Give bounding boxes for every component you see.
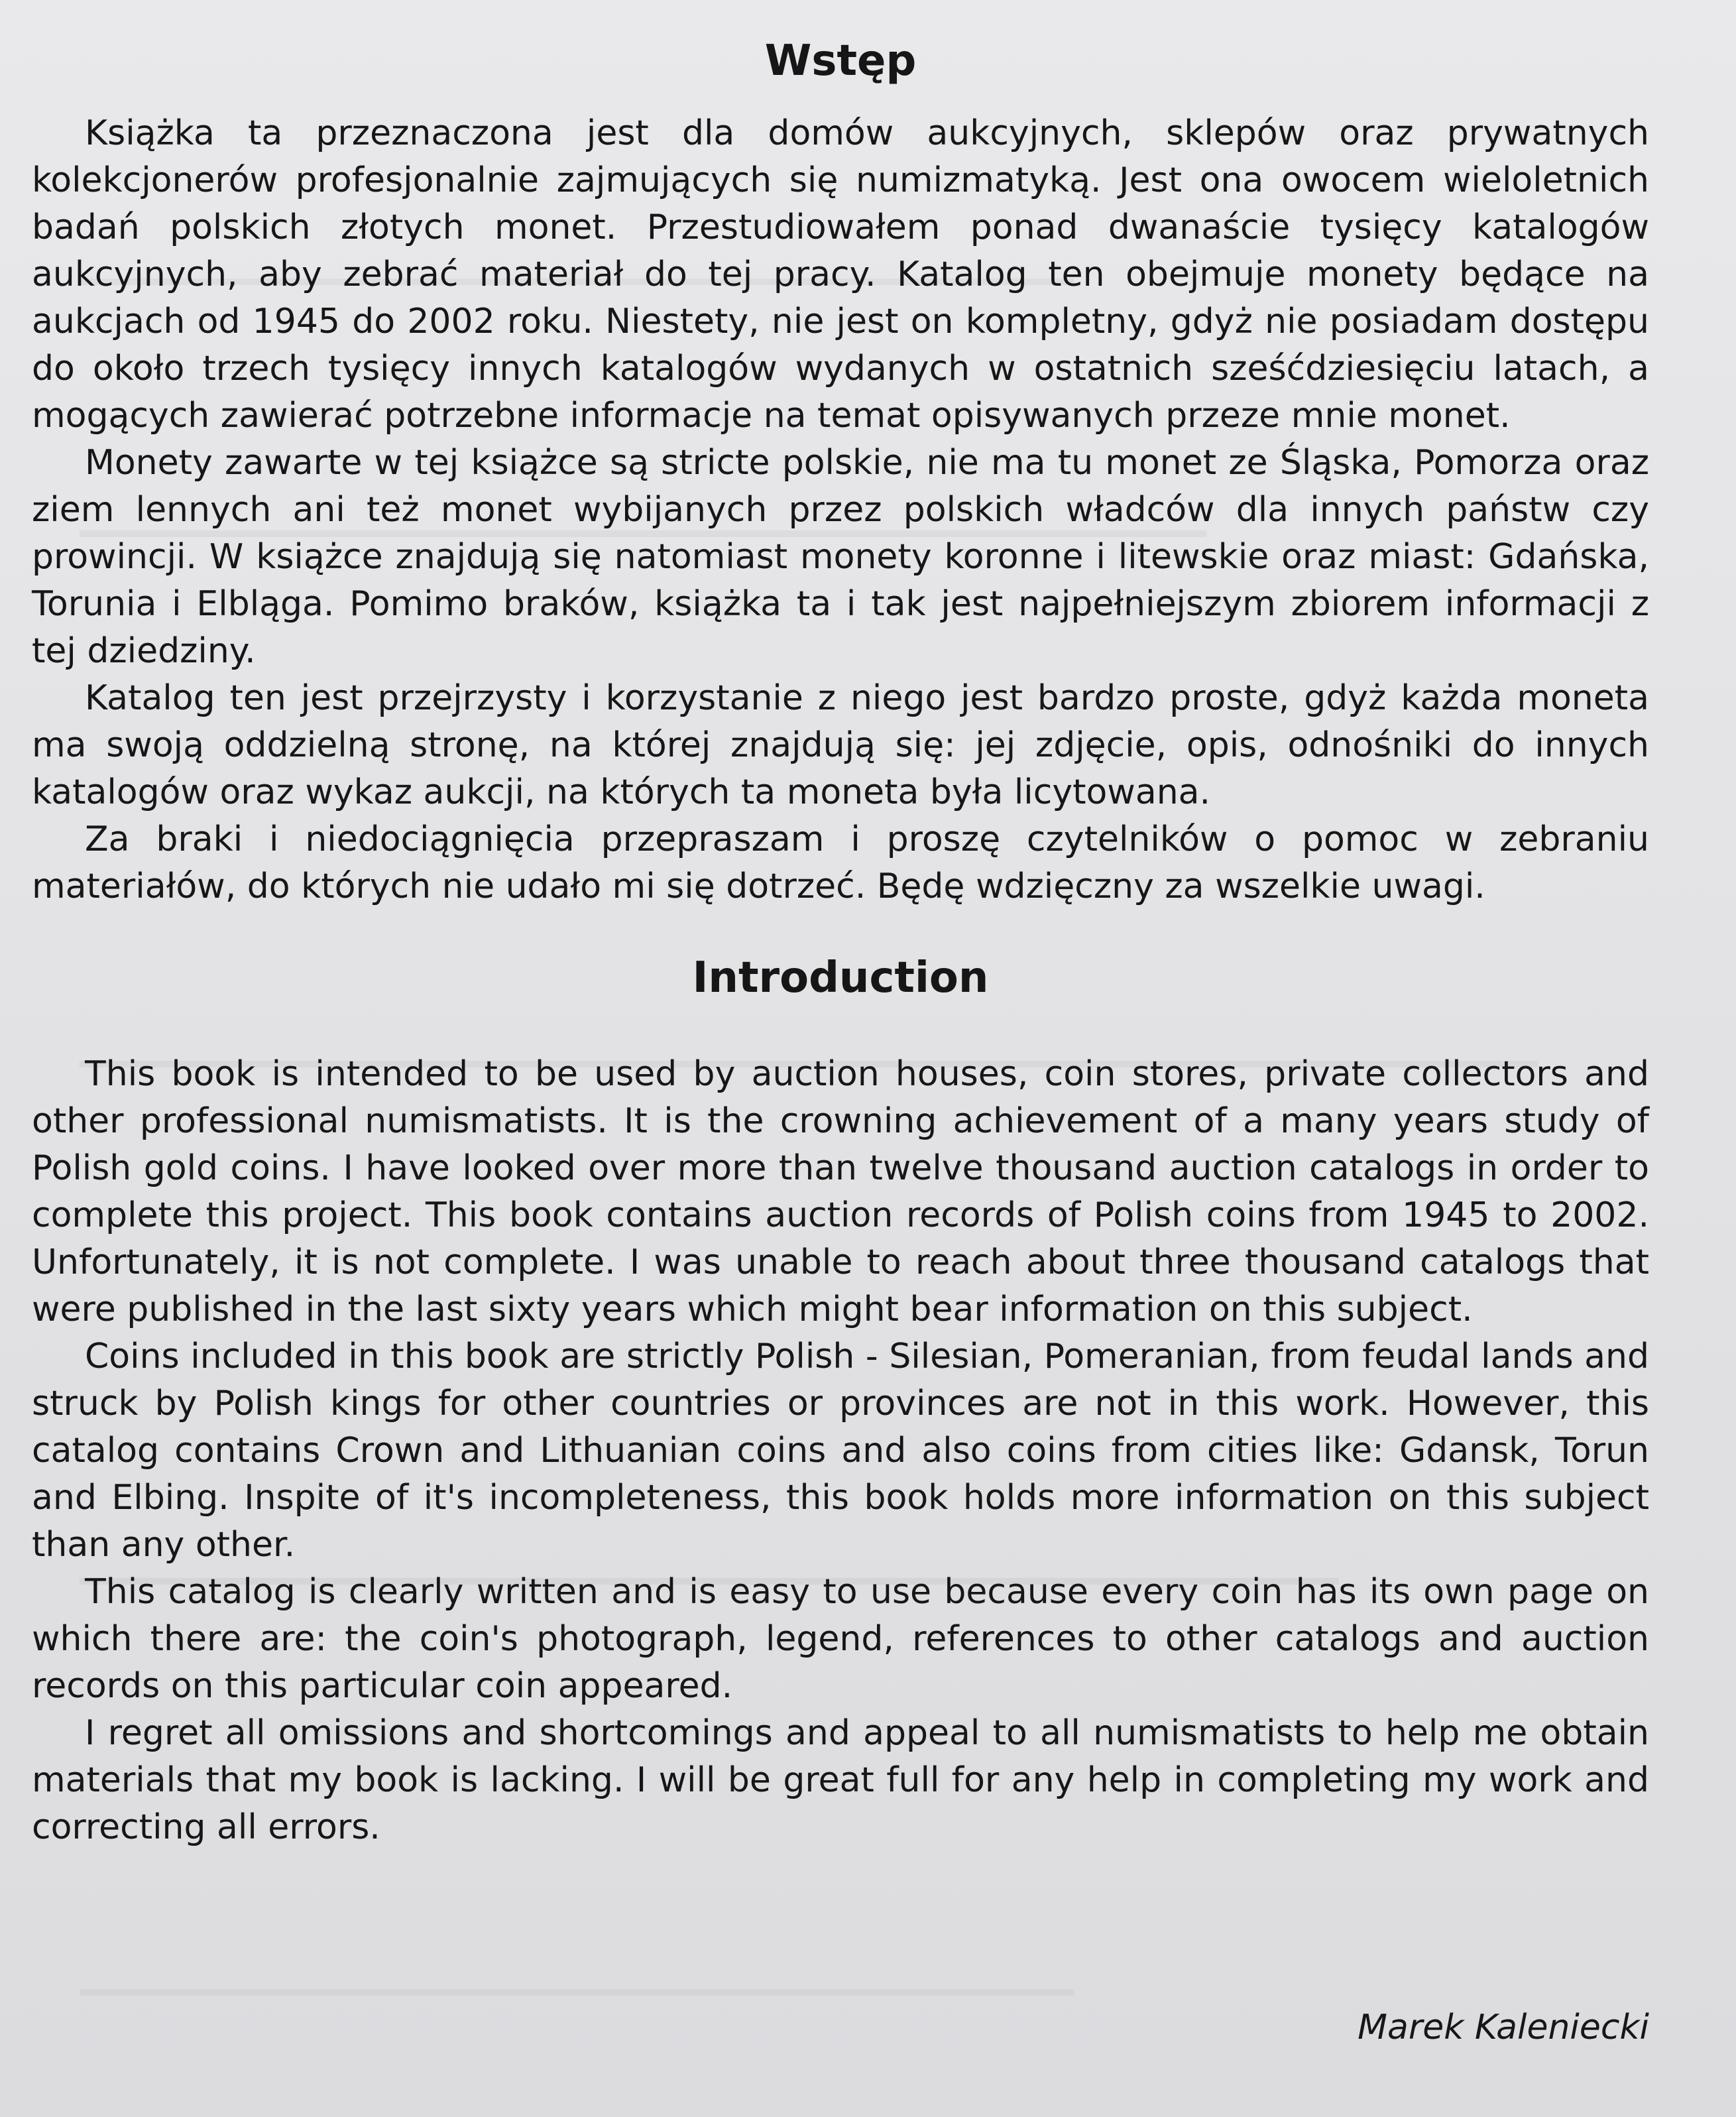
polish-paragraph-4: Za braki i niedociągnięcia przepraszam i proszę czytelników o pomoc w zebraniu materiałów, do których nie udało mi się dotrzeć. Będę wdzięczny za wszelkie uwagi.: [32, 819, 1649, 906]
polish-section: [32, 110, 1649, 910]
author-signature: Marek Kaleniecki: [1358, 2008, 1649, 2047]
english-paragraph-4: I regret all omissions and shortcomings and appeal to all numismatists to help me obtain materials that my book is lacking. I will be great full for any help in completing my work and correcting all errors.: [32, 1713, 1649, 1847]
english-paragraph-1: This book is intended to be used by auction houses, coin stores, private collectors and other professional numismatists. It is the crowning achievement of a many years study of Polish gold coins. I have looked over more than twelve thousand auction catalogs in order to complete this project. This book contains auction records of Polish coins from 1945 to 2002. Unfortunately, it is not complete. I was unable to reach about three thousand catalogs that were published in the last sixty years which might bear information on this subject.: [32, 1054, 1649, 1329]
polish-paragraph-2: Monety zawarte w tej książce są stricte polskie, nie ma tu monet ze Śląska, Pomorza oraz ziem lennych ani też monet wybijanych przez polskich władców dla innych państw czy prowincji. W książce znajdują się natomiast monety koronne i litewskie oraz miast: Gdańska, Torunia i Elbląga. Pomimo braków, książka ta i tak jest najpełniejszym zbiorem informacji z tej dziedziny.: [32, 443, 1649, 671]
english-section: [32, 1051, 1649, 1851]
page-content: [32, 36, 1649, 2047]
polish-paragraph-1: Książka ta przeznaczona jest dla domów aukcyjnych, sklepów oraz prywatnych kolekcjonerów profesjonalnie zajmujących się numizmatyką. Jest ona owocem wieloletnich badań polskich złotych monet. Przestudiowałem ponad dwanaście tysięcy katalogów aukcyjnych, aby zebrać materiał do tej pracy. Katalog ten obejmuje monety będące na aukcjach od 1945 do 2002 roku. Niestety, nie jest on kompletny, gdyż nie posiadam dostępu do około trzech tysięcy innych katalogów wydanych w ostatnich sześćdziesięciu latach, a mogących zawierać potrzebne informacje na temat opisywanych przeze mnie monet.: [32, 113, 1649, 436]
english-paragraph-2: Coins included in this book are strictly Polish - Silesian, Pomeranian, from feudal lands and struck by Polish kings for other countries or provinces are not in this work. However, this catalog contains Crown and Lithuanian coins and also coins from cities like: Gdansk, Torun and Elbing. Inspite of it's incompleteness, this book holds more information on this subject than any other.: [32, 1337, 1649, 1565]
polish-paragraph-3: Katalog ten jest przejrzysty i korzystanie z niego jest bardzo proste, gdyż każda moneta ma swoją oddzielną stronę, na której znajdują się: jej zdjęcie, opis, odnośniki do innych katalogów oraz wykaz aukcji, na których ta moneta była licytowana.: [32, 678, 1649, 812]
polish-heading: Wstęp: [764, 36, 917, 86]
english-heading: Introduction: [692, 953, 989, 1002]
english-paragraph-3: This catalog is clearly written and is easy to use because every coin has its own page on which there are: the coin's photograph, legend, references to other catalogs and auction records on this particular coin appeared.: [32, 1572, 1649, 1706]
